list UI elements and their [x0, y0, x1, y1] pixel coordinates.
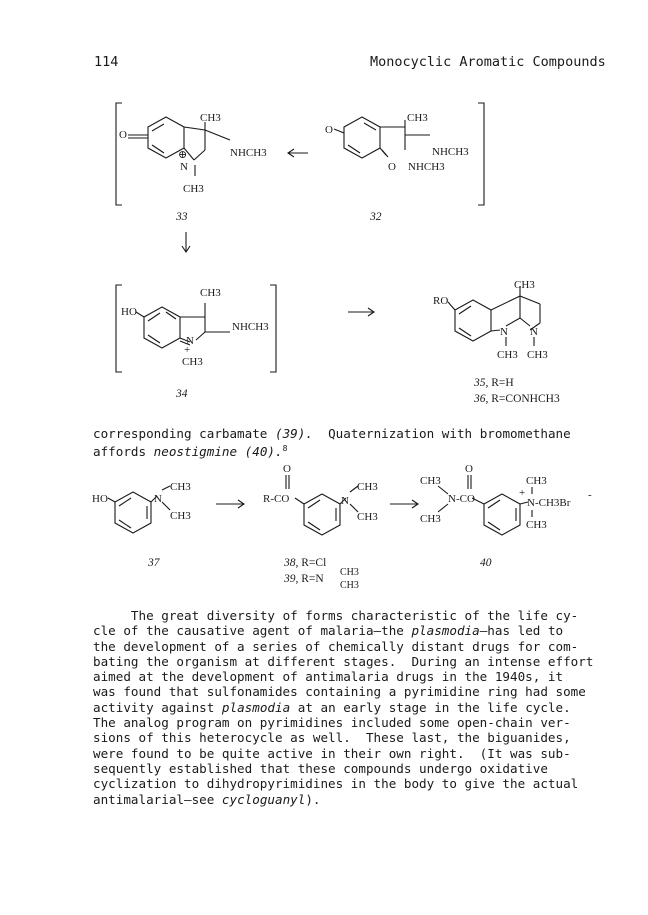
text-run: sions of this heterocycle as well. These last, the biguanides, — [93, 730, 571, 746]
c33-ch3-label: CH3 — [200, 112, 221, 124]
reaction-scheme-1 — [0, 0, 648, 420]
paragraph-carbamate — [93, 426, 571, 460]
c35-ch3-label: CH3 — [514, 279, 535, 291]
text-run: The analog program on pyrimidines included some open-chain ver- — [93, 715, 571, 731]
c34-nhch3-label: NHCH3 — [232, 321, 269, 333]
paragraph-2-line — [93, 654, 613, 669]
paragraph-2-line — [93, 623, 613, 638]
italic-term: plasmodia — [221, 699, 291, 715]
text-run: cle of the causative agent of malaria—the — [93, 623, 412, 639]
text-run: activity against — [93, 699, 222, 715]
paragraph-2-line — [93, 715, 613, 730]
paragraph-2-line — [93, 761, 613, 776]
c34-ch3-label: CH3 — [200, 287, 221, 299]
compound-label-37: 37 — [148, 557, 160, 569]
page-number: 114 — [94, 54, 119, 70]
c40-plus: + — [519, 487, 526, 499]
c33-oxo-label: O — [119, 129, 127, 141]
text-run: bating the organism at different stages. During an intense effort — [93, 653, 594, 669]
c37-ch3-b: CH3 — [170, 510, 191, 522]
paragraph-1-line-2: affords neostigmine (40).$^8$ — [93, 444, 288, 460]
bracket-right-34 — [270, 285, 276, 372]
text-run: —has led to — [479, 623, 564, 639]
paragraph-2-line — [93, 776, 613, 791]
c35-n1-label: N — [500, 326, 508, 338]
text-run: the development of a series of chemically distant drugs for com- — [93, 638, 579, 654]
text-run: aimed at the development of antimalaria drugs in the 1940s, it — [93, 669, 564, 685]
compound-label-34: 34 — [176, 388, 188, 400]
c40-ch3-b: CH3 — [420, 513, 441, 525]
paragraph-2-line — [93, 639, 613, 654]
c36-number: 36, — [474, 393, 489, 405]
c40-ch3-d: CH3 — [526, 519, 547, 531]
reaction-scheme-2 — [0, 460, 648, 620]
c32-nhch3-top: NHCH3 — [432, 146, 469, 158]
text-run: at an early stage in the life cycle. — [290, 699, 571, 715]
compound-34-structure — [136, 303, 230, 348]
paragraph-2-line — [93, 700, 613, 715]
c38-substituent: R=Cl — [301, 557, 327, 569]
c34-n-ch3-label: CH3 — [182, 356, 203, 368]
c40-ch3-c: CH3 — [526, 475, 547, 487]
compound-label-39 — [284, 573, 324, 585]
compound-label-35 — [474, 377, 514, 389]
c37-ch3-a: CH3 — [170, 481, 191, 493]
c39-ch3-a: CH3 — [340, 567, 359, 578]
c37-n-label: N — [154, 493, 162, 505]
c32-ch3-label: CH3 — [407, 112, 428, 124]
italic-term: cycloguanyl — [221, 791, 306, 807]
c36-substituent: R=CONHCH3 — [491, 393, 560, 405]
text-run: The great diversity of forms characteristic of the life cy- — [93, 608, 579, 623]
compound-35-structure — [448, 286, 540, 346]
compound-40-structure — [438, 475, 532, 535]
c39-number: 39, — [284, 573, 299, 585]
text-run: antimalarial—see — [93, 791, 222, 807]
c39-ch3-b: CH3 — [340, 580, 359, 591]
c35-nch3-1: CH3 — [497, 349, 518, 361]
compound-33-structure — [128, 117, 230, 176]
c33-nhch3-label: NHCH3 — [230, 147, 267, 159]
c32-o-label: O — [388, 161, 396, 173]
c34-ho-label: HO — [121, 306, 137, 318]
c40-minus: - — [588, 489, 592, 501]
paragraph-2-line — [93, 669, 613, 684]
italic-term: plasmodia — [411, 623, 480, 639]
c35-nch3-2: CH3 — [527, 349, 548, 361]
c33-charge: ⊕ — [178, 149, 188, 161]
bracket-left-33 — [116, 103, 122, 205]
running-title: Monocyclic Aromatic Compounds — [370, 54, 606, 70]
c34-plus: + — [184, 344, 191, 356]
c40-nco-label: N-CO — [448, 493, 475, 505]
compound-label-32: 32 — [370, 211, 382, 223]
c38-ch3-b: CH3 — [357, 511, 378, 523]
c38-ch3-a: CH3 — [357, 481, 378, 493]
c35-number: 35, — [474, 377, 489, 389]
bracket-right-32 — [478, 103, 484, 205]
text-run: sequently established that these compounds undergo oxidative — [93, 760, 548, 776]
paragraph-2-line — [93, 730, 613, 745]
c34-n-label: N — [186, 335, 194, 347]
c35-ro-label: RO — [433, 295, 449, 307]
c38-o-label: O — [283, 463, 291, 475]
c32-oxo-label: O — [325, 124, 333, 136]
compound-label-33: 33 — [176, 211, 188, 223]
compound-label-40: 40 — [480, 557, 492, 569]
compound-label-38 — [284, 557, 326, 569]
compound-label-36 — [474, 393, 560, 405]
c32-nhch3-bottom: NHCH3 — [408, 161, 445, 173]
c38-number: 38, — [284, 557, 299, 569]
c38-n-label: N — [341, 495, 349, 507]
c33-n-label: N — [180, 161, 188, 173]
text-run: was found that sulfonamides containing a pyrimidine ring had some — [93, 684, 586, 700]
c39-substituent: R=N — [301, 573, 324, 585]
c40-o-label: O — [465, 463, 473, 475]
paragraph-2-line — [93, 608, 613, 623]
paragraph-1-line-1: corresponding carbamate (39). Quaternization with bromomethane — [93, 426, 571, 441]
c37-ho-label: HO — [92, 493, 108, 505]
c35-n2-label: N — [530, 326, 538, 338]
paragraph-2-line — [93, 746, 613, 761]
bracket-left-34 — [116, 285, 122, 372]
c40-quat-n: N-CH3Br — [527, 497, 571, 509]
text-run: cyclization to dihydropyrimidines in the body to give the actual — [93, 776, 579, 792]
text-run: were found to be quite active in their own right. (It was sub- — [93, 745, 571, 761]
text-run: ). — [305, 791, 321, 807]
c35-substituent: R=H — [491, 377, 514, 389]
c40-ch3-a: CH3 — [420, 475, 441, 487]
c33-n-ch3-label: CH3 — [183, 183, 204, 195]
paragraph-malaria — [93, 608, 613, 807]
c38-rco-label: R-CO — [263, 493, 290, 505]
paragraph-2-line — [93, 684, 613, 699]
paragraph-2-line — [93, 792, 613, 807]
